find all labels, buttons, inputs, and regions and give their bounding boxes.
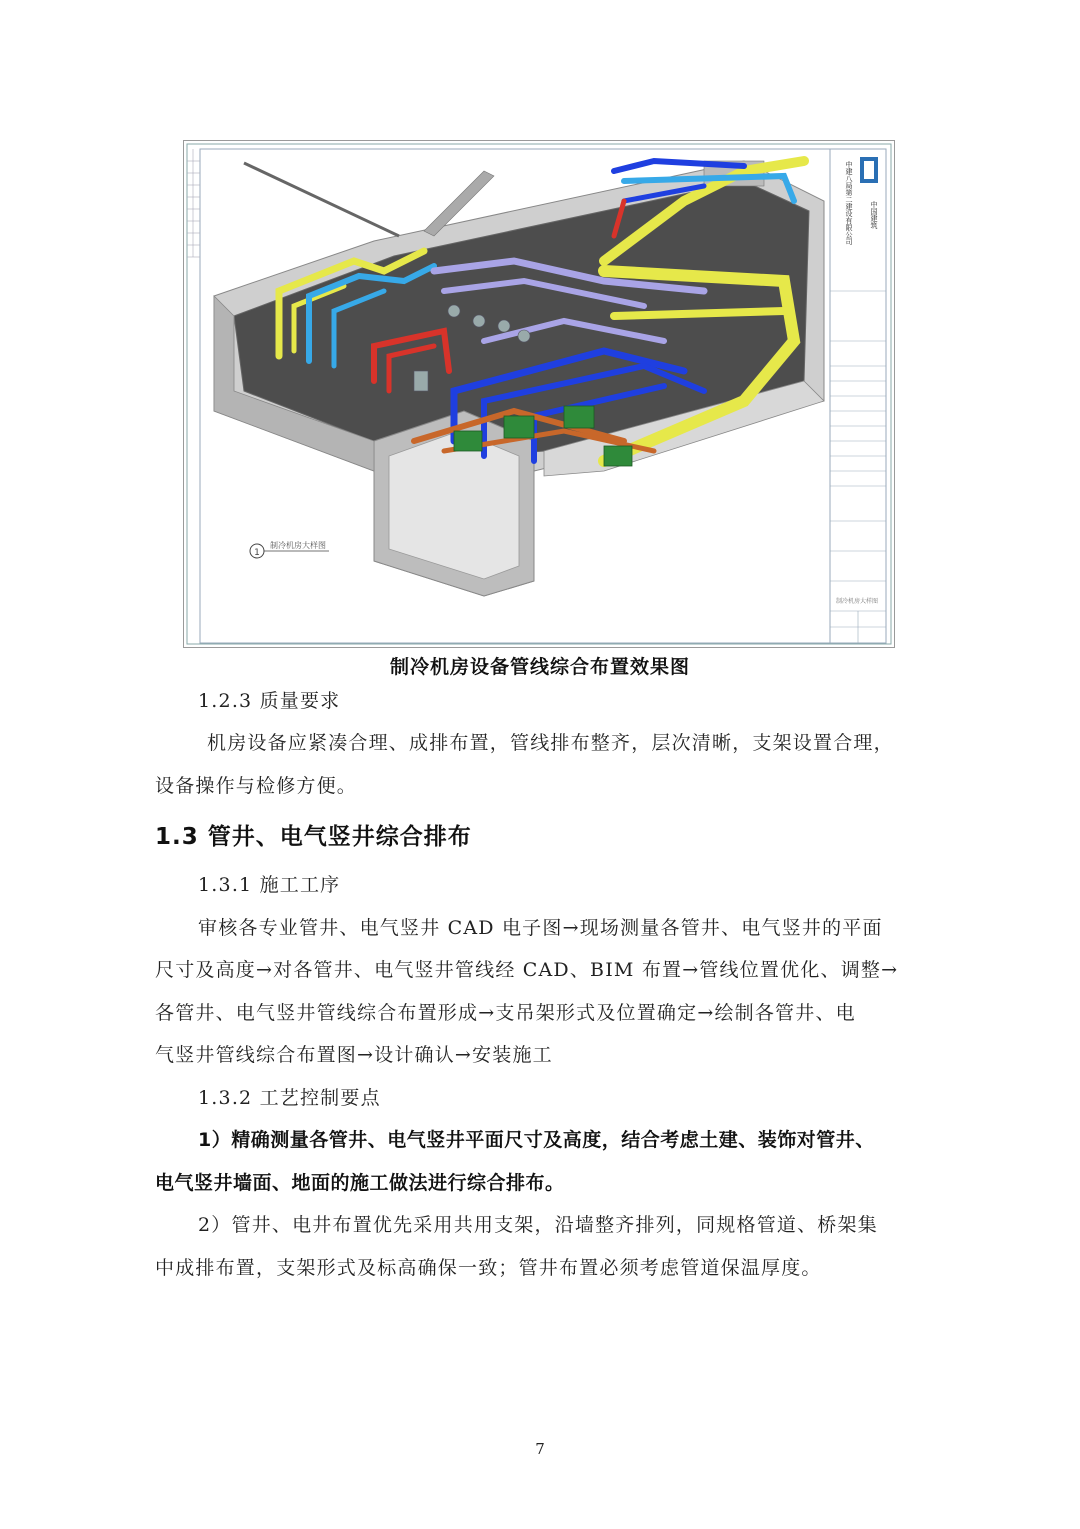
svg-text:中建八局第二建设有限公司: 中建八局第二建设有限公司 — [845, 161, 853, 245]
title-block — [830, 149, 886, 643]
paragraph-line: 机房设备应紧凑合理、成排布置，管线排布整齐，层次清晰，支架设置合理， — [207, 732, 894, 754]
page-number: 7 — [535, 1440, 545, 1458]
bold-item-1: 1）精确测量各管井、电气竖井平面尺寸及高度，结合考虑土建、装饰对管井、 — [198, 1129, 875, 1151]
figure-caption: 制冷机房设备管线综合布置效果图 — [389, 656, 690, 678]
bold-item-1-cont: 电气竖井墙面、地面的施工做法进行综合排布。 — [155, 1172, 565, 1194]
revision-strip — [187, 149, 200, 257]
heading-1-3: 1.3 管井、电气竖井综合排布 — [155, 824, 472, 850]
svg-text:中国建筑: 中国建筑 — [870, 201, 878, 229]
paragraph-line: 尺寸及高度→对各管井、电气竖井管线经 CAD、BIM 布置→管线位置优化、调整→ — [155, 959, 899, 981]
paragraph-line: 2）管井、电井布置优先采用共用支架，沿墙整齐排列，同规格管道、桥架集 — [198, 1214, 878, 1236]
svg-text:1: 1 — [254, 548, 260, 558]
building-shell — [214, 161, 824, 596]
bim-render — [184, 141, 894, 647]
heading-1-3-1: 1.3.1 施工工序 — [198, 874, 341, 896]
svg-text:制冷机房大样图: 制冷机房大样图 — [836, 598, 879, 605]
bim-figure — [183, 140, 895, 648]
detail-callout-label: 制冷机房大样图 — [270, 541, 326, 550]
paragraph-line: 设备操作与检修方便。 — [155, 775, 358, 797]
support-rod — [244, 163, 399, 236]
paragraph-line: 中成排布置，支架形式及标高确保一致；管井布置必须考虑管道保温厚度。 — [155, 1257, 822, 1279]
heading-1-3-2: 1.3.2 工艺控制要点 — [198, 1087, 381, 1109]
heading-1-2-3: 1.2.3 质量要求 — [198, 690, 341, 712]
detail-callout — [250, 540, 329, 558]
paragraph-line: 各管井、电气竖井管线综合布置形成→支吊架形式及位置确定→绘制各管井、电 — [155, 1002, 856, 1024]
paragraph-line: 审核各专业管井、电气竖井 CAD 电子图→现场测量各管井、电气竖井的平面 — [198, 917, 883, 939]
paragraph-line: 气竖井管线综合布置图→设计确认→安装施工 — [155, 1044, 553, 1066]
